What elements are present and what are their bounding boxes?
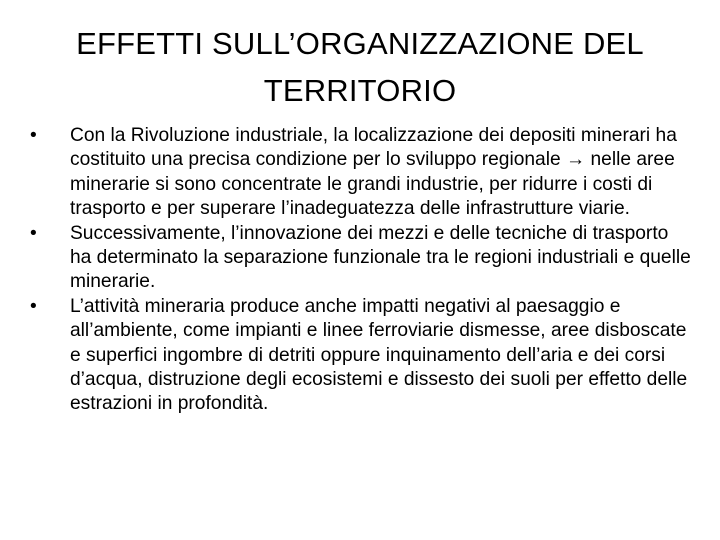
slide-title-line-2: TERRITORIO — [263, 73, 457, 108]
bullet-item-1 — [30, 124, 692, 222]
bullet-marker-icon: • — [30, 125, 37, 146]
slide-title-line-1: EFFETTI SULL’ORGANIZZAZIONE DEL — [76, 26, 644, 61]
bullet-item-3 — [30, 295, 692, 417]
bullet-list — [30, 124, 692, 417]
bullet-text-3: L’attività mineraria produce anche impatti negativi al paesaggio e all’ambiente, come impianti e linee ferroviarie dismesse, aree disboscate e superfici ingombre di detriti oppure inquinamento dell’aria e dei corsi d’acqua, distruzione degli ecosistemi e dissesto dei suoli per effetto delle estrazioni in profondità. — [70, 295, 688, 415]
bullet-item-2 — [30, 222, 692, 295]
slide-title — [48, 20, 672, 114]
bullet-text-2: Successivamente, l’innovazione dei mezzi e delle tecniche di trasporto ha determinato la separazione funzionale tra le regioni industriali e quelle minerarie. — [70, 222, 691, 293]
bullet-marker-icon: • — [30, 222, 37, 244]
bullet-marker-icon: • — [30, 295, 37, 317]
bullet-text-1: Con la Rivoluzione industriale, la localizzazione dei depositi minerari ha costituito una precisa condizione per lo sviluppo regionale → nelle aree minerarie si sono concentrate le grandi industrie, per ridurre i costi di trasporto e per superare l’inadeguatezza delle infrastrutture viarie. — [70, 125, 677, 220]
